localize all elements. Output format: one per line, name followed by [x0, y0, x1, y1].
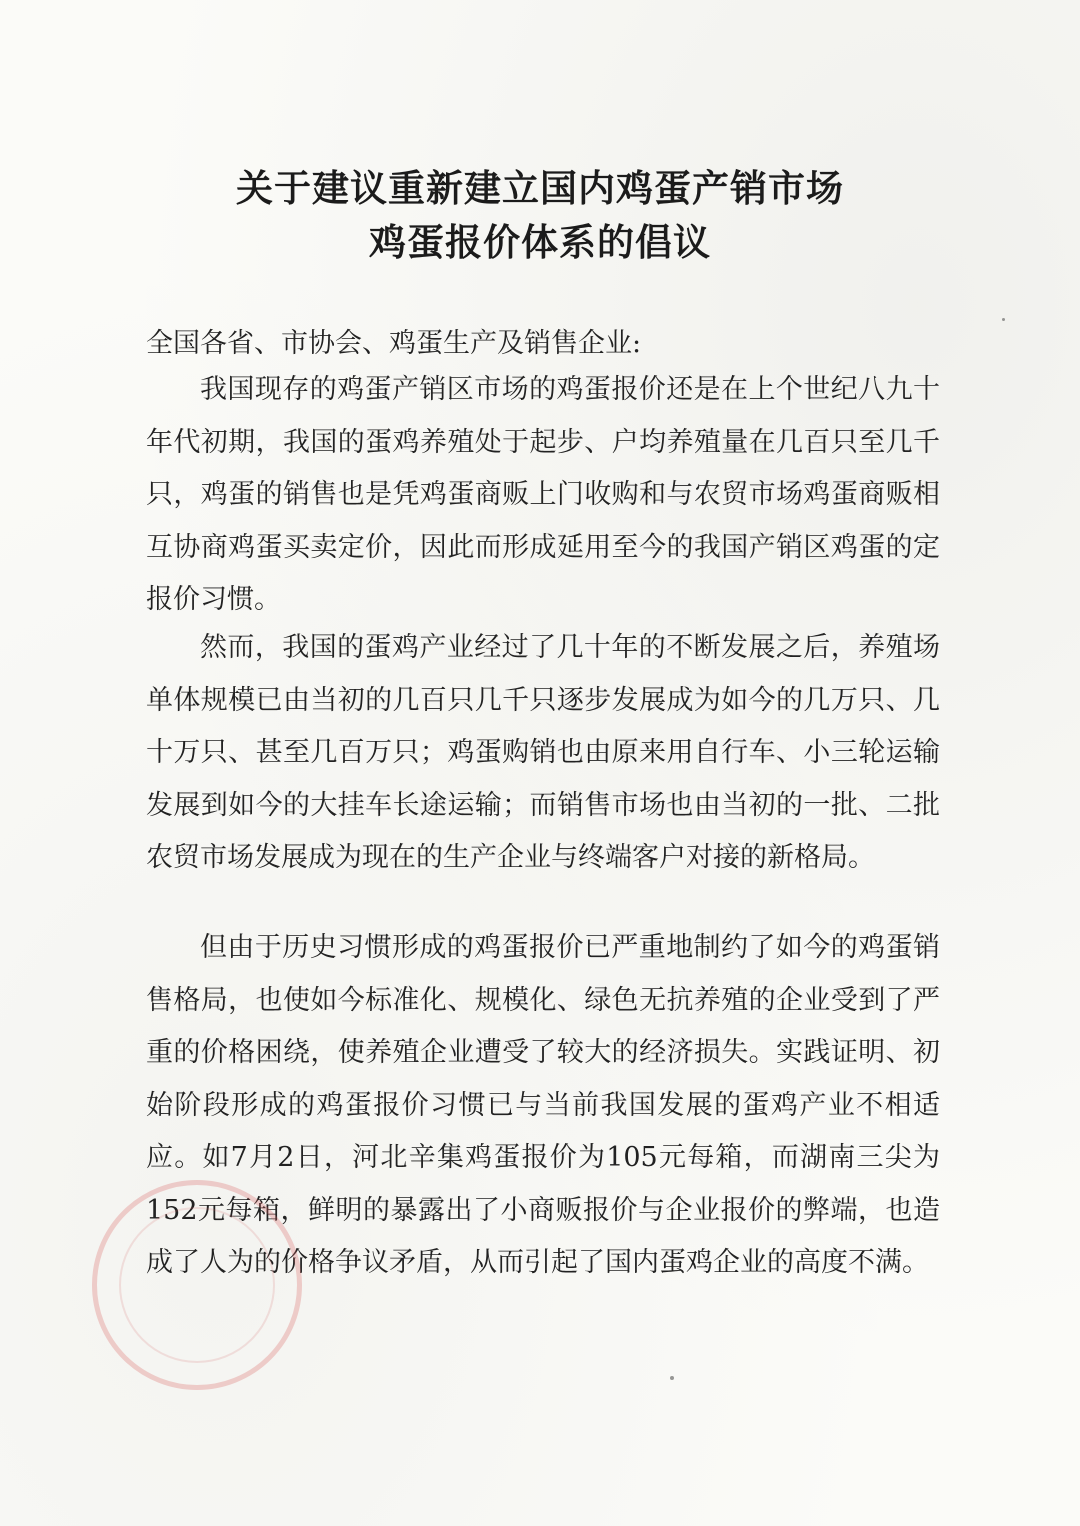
seal-inner-ring: [119, 1207, 275, 1363]
document-title-line-1: 关于建议重新建立国内鸡蛋产销市场: [236, 166, 844, 210]
paragraph-2: 然而，我国的蛋鸡产业经过了几十年的不断发展之后，养殖场单体规模已由当初的几百只几千只逐步发展成为如今的几万只、几十万只、甚至几百万只；鸡蛋购销也由原来用自行车、小三轮运输发展到如今的大挂车长途运输；而销售市场也由当初的一批、二批农贸市场发展成为现在的生产企业与终端客户对接的新格局。: [146, 632, 940, 873]
document-title-line-2: 鸡蛋报价体系的倡议: [369, 220, 711, 264]
faded-seal-stamp: [92, 1180, 302, 1390]
paragraph-1: 我国现存的鸡蛋产销区市场的鸡蛋报价还是在上个世纪八九十年代初期，我国的蛋鸡养殖处于起步、户均养殖量在几百只至几千只，鸡蛋的销售也是凭鸡蛋商贩上门收购和与农贸市场鸡蛋商贩相互协商鸡蛋买卖定价，因此而形成延用至今的我国产销区鸡蛋的定报价习惯。: [146, 374, 940, 615]
paper-speck: [1002, 318, 1005, 321]
paper-speck: [670, 1376, 674, 1380]
paragraph-3: 但由于历史习惯形成的鸡蛋报价已严重地制约了如今的鸡蛋销售格局，也使如今标准化、规模化、绿色无抗养殖的企业受到了严重的价格困绕，使养殖企业遭受了较大的经济损失。实践证明、初始阶段形成的鸡蛋报价习惯已与当前我国发展的蛋鸡产业不相适应。如7月2日，河北辛集鸡蛋报价为105元每箱，而湖南三尖为152元每箱，鲜明的暴露出了小商贩报价与企业报价的弊端，也造成了人为的价格争议矛盾，从而引起了国内蛋鸡企业的高度不满。: [146, 932, 940, 1278]
salutation: 全国各省、市协会、鸡蛋生产及销售企业:: [146, 328, 642, 359]
